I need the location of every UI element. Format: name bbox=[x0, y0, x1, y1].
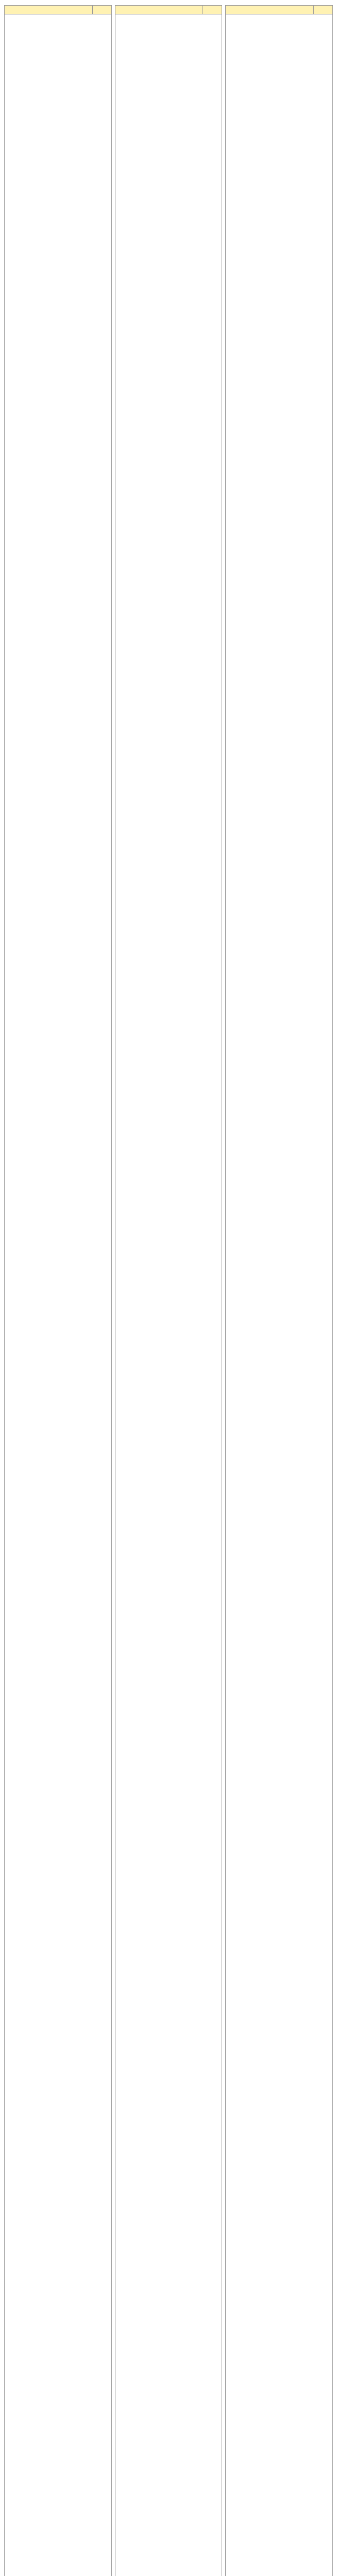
column-header-name bbox=[115, 6, 204, 14]
table-rows bbox=[5, 14, 111, 2576]
table-grid bbox=[4, 5, 333, 2576]
column-header-name bbox=[226, 6, 314, 14]
table-column-1 bbox=[4, 5, 112, 2576]
column-header-value bbox=[203, 6, 222, 14]
table-column-3 bbox=[225, 5, 333, 2576]
table-header-row bbox=[226, 6, 332, 14]
table-header-row bbox=[115, 6, 222, 14]
column-header-name bbox=[5, 6, 93, 14]
table-rows bbox=[115, 14, 222, 2576]
table-rows bbox=[226, 14, 332, 2576]
table-column-2 bbox=[115, 5, 223, 2576]
column-header-value bbox=[93, 6, 111, 14]
table-header-row bbox=[5, 6, 111, 14]
column-header-value bbox=[314, 6, 332, 14]
